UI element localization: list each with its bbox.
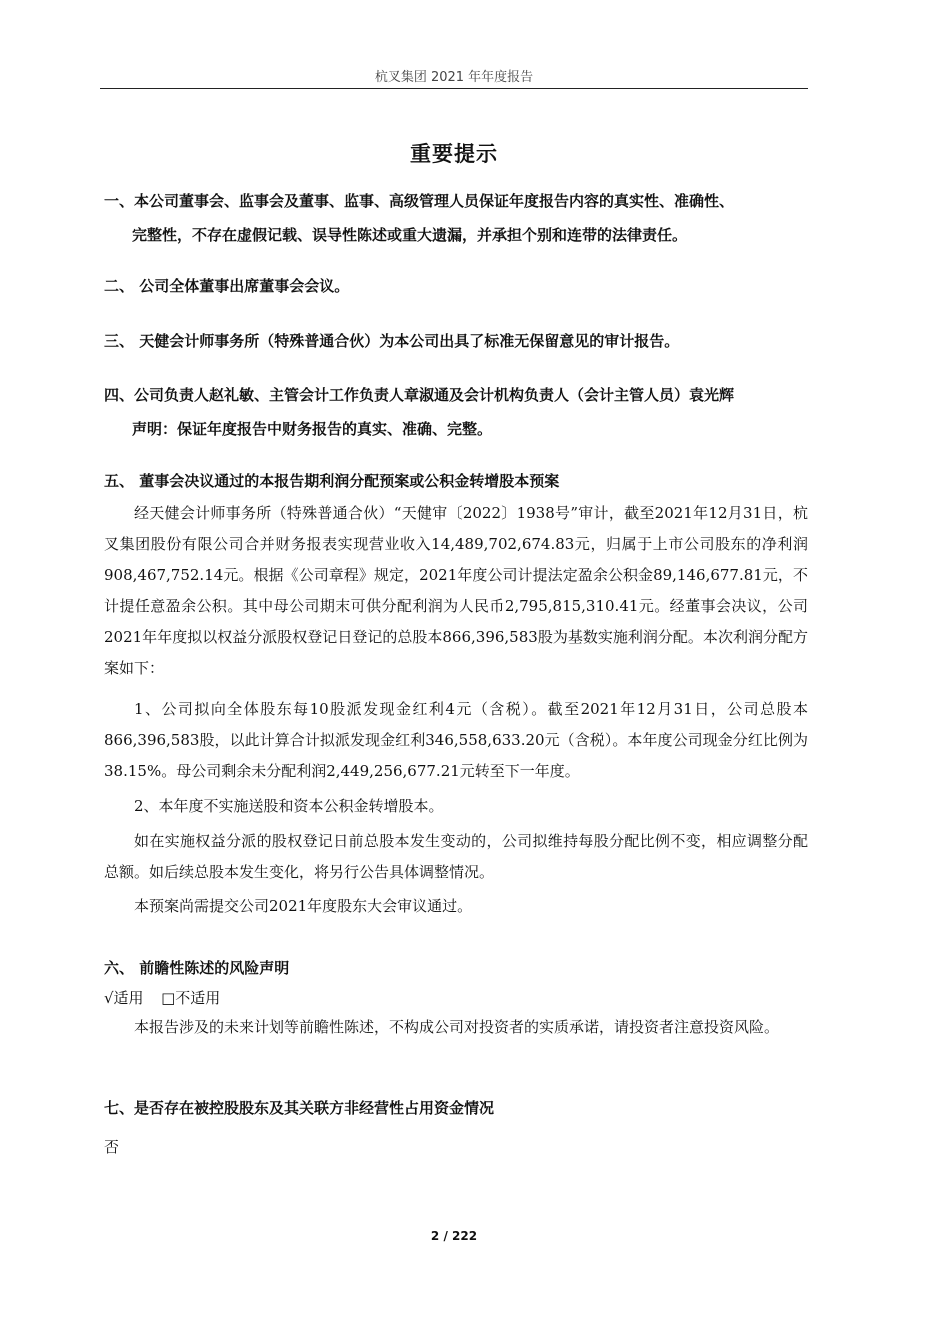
- section-5-paragraph-1: 经天健会计师事务所（特殊普通合伙）“天健审〔2022〕1938号”审计，截至2021年12月31日，杭叉集团股份有限公司合并财务报表实现营业收入14,489,702,674.83元，归属于上市公司股东的净利润908,467,752.14元。根据《公司章程》规定，2021年度公司计提法定盈余公积金89,146,677.81元，不计提任意盈余公积。其中母公司期末可供分配利润为人民币2,795,815,310.41元。经董事会决议，公司2021年年度拟以权益分派股权登记日登记的总股本866,396,583股为基数实施利润分配。本次利润分配方案如下：: [104, 504, 808, 677]
- section-5-paragraph-4: 如在实施权益分派的股权登记日前总股本发生变动的，公司拟维持每股分配比例不变，相应调整分配总额。如后续总股本发生变化，将另行公告具体调整情况。: [104, 832, 808, 881]
- section-5-paragraph-2: 1、公司拟向全体股东每10股派发现金红利4元（含税）。截至2021年12月31日，公司总股本866,396,583股，以此计算合计拟派发现金红利346,558,633.20元（含税）。本年度公司现金分红比例为38.15%。母公司剩余未分配利润2,449,256,677.21元转至下一年度。: [104, 700, 808, 780]
- section-6-paragraph: 本报告涉及的未来计划等前瞻性陈述，不构成公司对投资者的实质承诺，请投资者注意投资风险。: [134, 1018, 780, 1036]
- section-5-paragraph-5: 本预案尚需提交公司2021年度股东大会审议通过。: [134, 897, 473, 915]
- page-number: 2 / 222: [430, 1229, 478, 1243]
- section-6-heading: 六、 前瞻性陈述的风险声明: [104, 959, 290, 977]
- section-4: [104, 378, 814, 446]
- section-7-answer: 否: [104, 1138, 120, 1156]
- header-divider: [100, 88, 808, 89]
- section-5-heading: 五、 董事会决议通过的本报告期利润分配预案或公积金转增股本预案: [104, 472, 560, 490]
- section-5-paragraph-3: 2、本年度不实施送股和资本公积金转增股本。: [134, 797, 444, 815]
- running-header: 杭叉集团 2021 年年度报告: [374, 70, 534, 85]
- section-4-line-1: 四、公司负责人赵礼敏、主管会计工作负责人章淑通及会计机构负责人（会计主管人员）袁光辉: [104, 386, 735, 404]
- page-title: 重要提示: [410, 142, 498, 166]
- section-4-line-2: 声明：保证年度报告中财务报告的真实、准确、完整。: [132, 420, 493, 438]
- option-applicable: √适用: [104, 989, 144, 1007]
- section-2: 二、 公司全体董事出席董事会会议。: [104, 277, 350, 295]
- section-1-line-2: 完整性，不存在虚假记载、误导性陈述或重大遗漏，并承担个别和连带的法律责任。: [132, 226, 688, 244]
- section-3: 三、 天健会计师事务所（特殊普通合伙）为本公司出具了标准无保留意见的审计报告。: [104, 332, 680, 350]
- section-7-heading: 七、是否存在被控股股东及其关联方非经营性占用资金情况: [104, 1099, 495, 1117]
- option-not-applicable: □不适用: [161, 989, 221, 1007]
- section-1-line-1: 一、本公司董事会、监事会及董事、监事、高级管理人员保证年度报告内容的真实性、准确性、: [104, 192, 735, 210]
- section-1: [104, 184, 814, 252]
- applicability-options: [104, 987, 220, 1008]
